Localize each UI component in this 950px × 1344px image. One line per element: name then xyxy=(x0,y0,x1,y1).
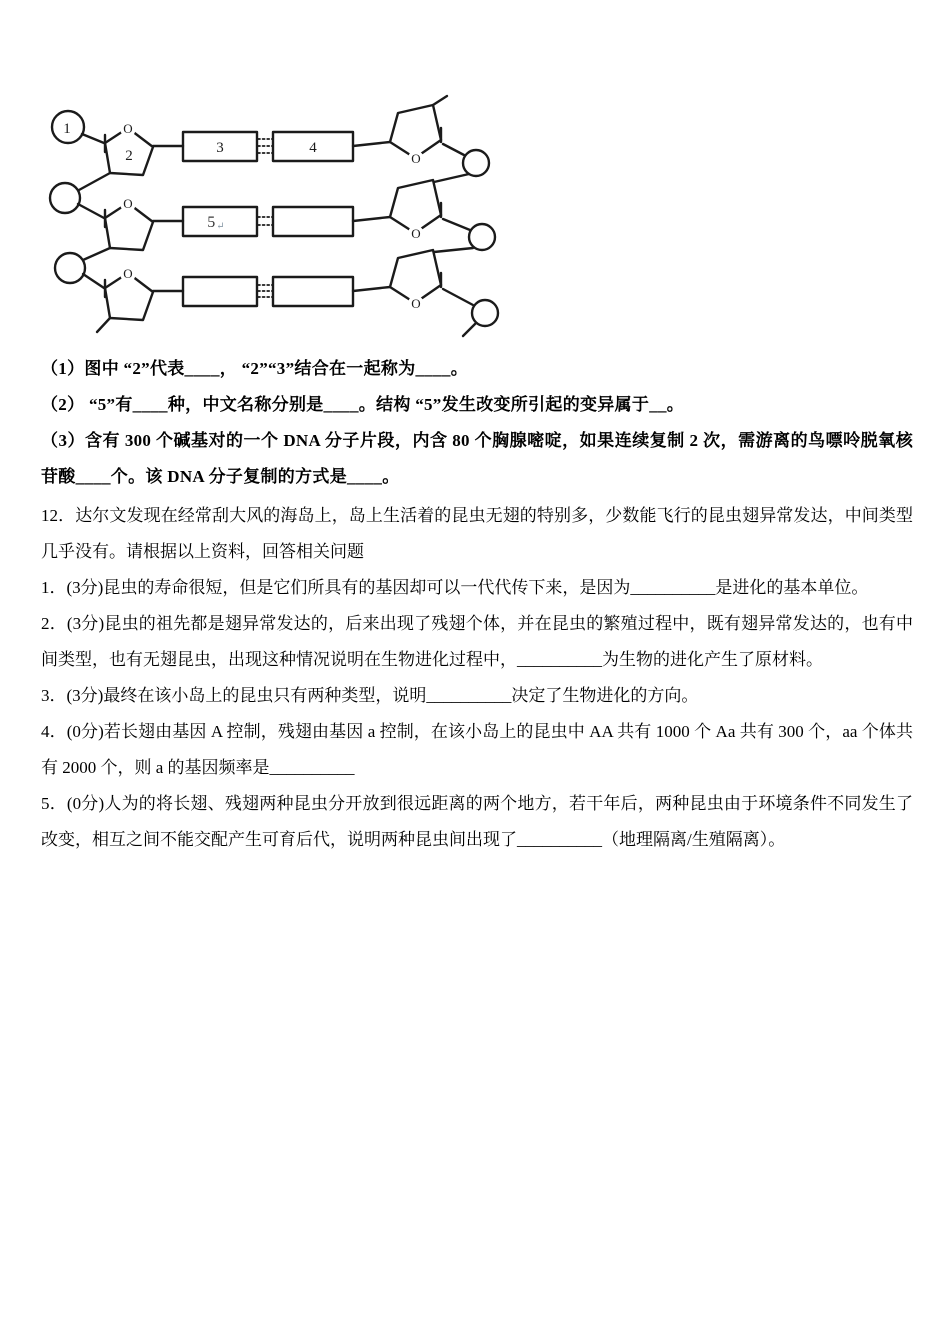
dna-structure-diagram xyxy=(45,92,515,344)
paragraph-return-mark: ↵ xyxy=(216,221,225,232)
strand-bond xyxy=(82,134,104,143)
strand-continuation-tick xyxy=(463,323,476,336)
base-number-label: 3 xyxy=(216,140,224,156)
ring-oxygen-label: O xyxy=(123,196,133,211)
glycosidic-bond xyxy=(353,217,390,221)
sugar-number-label: 2 xyxy=(125,148,133,164)
strand-continuation-tick xyxy=(433,96,447,105)
strand-bond xyxy=(78,204,104,218)
strand-bond xyxy=(443,289,473,305)
phosphate-circle xyxy=(469,224,495,250)
glycosidic-bond xyxy=(353,287,390,291)
question-12-sub-4: 4．(0分)若长翅由基因 A 控制，残翅由基因 a 控制，在该小岛上的昆虫中 AA 共有 1000 个 Aa 共有 300 个，aa 个体共有 2000 个，则 a 的基因频率是__________ xyxy=(41,722,913,777)
strand-bond xyxy=(79,173,110,190)
question-12-intro: 12．达尔文发现在经常刮大风的海岛上，岛上生活着的昆虫无翅的特别多，少数能飞行的昆虫翅异常发达，中间类型几乎没有。请根据以上资料，回答相关问题 xyxy=(41,506,913,561)
hydrogen-bond-dots xyxy=(258,139,272,297)
glycosidic-bond xyxy=(353,142,390,146)
ring-oxygen-label: O xyxy=(411,151,421,166)
base-number-text: 5 xyxy=(207,214,216,231)
question-text-block xyxy=(41,351,913,858)
strand-bond xyxy=(83,248,110,260)
strand-continuation-tick xyxy=(97,318,110,332)
ring-oxygen-label: O xyxy=(123,121,133,136)
base-box xyxy=(183,277,257,306)
base-box xyxy=(273,277,353,306)
phosphate-circle xyxy=(55,253,85,283)
strand-bond xyxy=(83,274,104,288)
question-12-sub-2: 2．(3分)昆虫的祖先都是翅异常发达的，后来出现了残翅个体，并在昆虫的繁殖过程中，既有翅异常发达的，也有中间类型，也有无翅昆虫，出现这种情况说明在生物进化过程中，__________为生物的进化产生了原材料。 xyxy=(41,614,913,669)
base-number-label: 4 xyxy=(309,140,317,156)
question-12-sub-5: 5．(0分)人为的将长翅、残翅两种昆虫分开放到很远距离的两个地方，若干年后，两种昆虫由于环境条件不同发生了改变，相互之间不能交配产生可育后代，说明两种昆虫间出现了__________（地理隔离/生殖隔离）。 xyxy=(41,794,913,849)
phosphate-circle xyxy=(463,150,489,176)
phosphate-circle xyxy=(50,183,80,213)
base-box xyxy=(273,207,353,236)
strand-bond xyxy=(443,144,464,155)
question-11-part-1: （1）图中 “2”代表____， “2”“3”结合在一起称为____。 xyxy=(41,359,468,378)
question-12-sub-3: 3．(3分)最终在该小岛上的昆虫只有两种类型，说明__________决定了生物进化的方向。 xyxy=(41,686,699,705)
dna-diagram-svg xyxy=(45,92,515,344)
ring-oxygen-label: O xyxy=(411,296,421,311)
ring-oxygen-label: O xyxy=(411,226,421,241)
strand-bond xyxy=(434,174,469,182)
question-11-part-2: （2） “5”有____种，中文名称分别是____。结构 “5”发生改变所引起的变异属于__。 xyxy=(41,395,685,414)
ring-oxygen-label: O xyxy=(123,266,133,281)
phosphate-number-label: 1 xyxy=(63,121,71,137)
base-number-label xyxy=(207,214,224,232)
question-12-sub-1: 1．(3分)昆虫的寿命很短，但是它们所具有的基因却可以一代代传下来，是因为__________是进化的基本单位。 xyxy=(41,578,869,597)
question-11-part-3: （3）含有 300 个碱基对的一个 DNA 分子片段，内含 80 个胸腺嘧啶，如果连续复制 2 次，需游离的鸟嘌呤脱氧核苷酸____个。该 DNA 分子复制的方式是____。 xyxy=(41,431,913,486)
strand-bond xyxy=(443,219,470,230)
strand-bond xyxy=(434,248,473,252)
